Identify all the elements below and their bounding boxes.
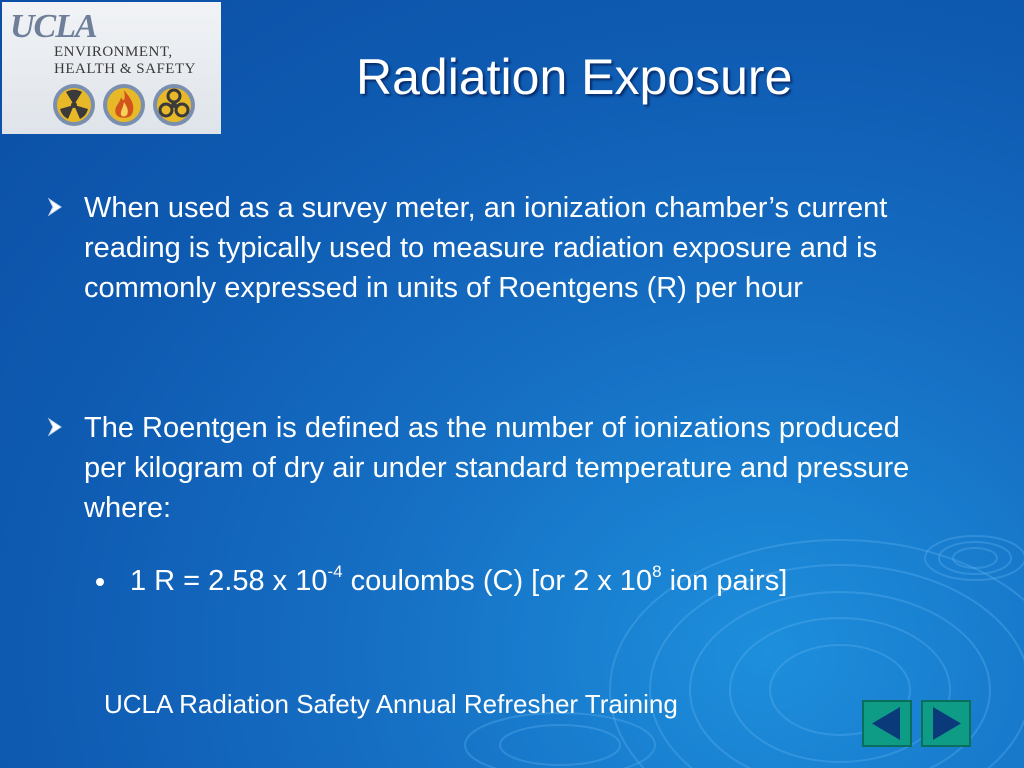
- slide-title: Radiation Exposure: [356, 49, 793, 105]
- footer-text: UCLA Radiation Safety Annual Refresher Training: [104, 689, 678, 719]
- logo-ucla-text: UCLA: [10, 8, 97, 45]
- arrow-bullet-icon: [46, 196, 66, 218]
- fire-icon: [103, 84, 145, 126]
- dot-bullet-icon: [96, 578, 104, 586]
- sub-bullet-part2: coulombs (C) [or 2 x 10: [342, 565, 653, 597]
- exponent-1: -4: [327, 562, 343, 581]
- biohazard-icon: [153, 84, 195, 126]
- next-slide-button[interactable]: [921, 700, 971, 747]
- previous-slide-icon: [864, 702, 910, 745]
- logo-line-environment: ENVIRONMENT,: [54, 44, 173, 60]
- logo-hazard-icons: [50, 82, 200, 128]
- next-slide-icon: [923, 702, 969, 745]
- sub-bullet-part3: ion pairs]: [661, 565, 788, 597]
- sub-bullet-part1: 1 R = 2.58 x 10: [130, 565, 328, 597]
- radiation-icon: [53, 84, 95, 126]
- logo-line-health-safety: HEALTH & SAFETY: [54, 61, 196, 77]
- arrow-bullet-icon: [46, 416, 66, 438]
- exponent-2: 8: [652, 562, 662, 581]
- bullet-text: The Roentgen is defined as the number of ionizations produced per kilogram of dry air under standard temperature and pressure where:: [84, 412, 910, 524]
- ucla-ehs-logo: [2, 2, 221, 134]
- sub-bullet-text: [130, 561, 787, 601]
- previous-slide-button[interactable]: [862, 700, 912, 747]
- bullet-text: When used as a survey meter, an ionization chamber’s current reading is typically used to measure radiation exposure and is commonly expressed in units of Roentgens (R) per hour: [84, 192, 888, 304]
